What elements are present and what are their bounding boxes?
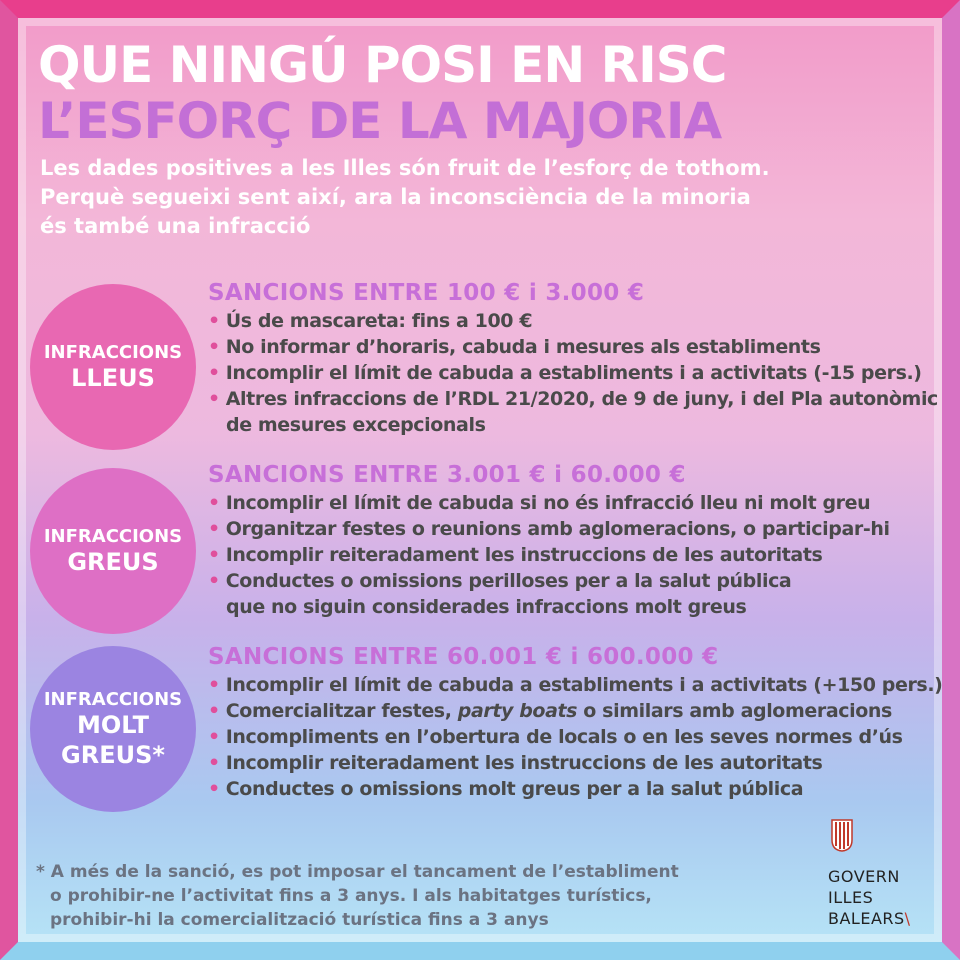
sanction-range: SANCIONS ENTRE 60.001 € i 600.000 € <box>208 644 719 670</box>
list-item: • Incomplir el límit de cabuda si no és infracció lleu ni molt greu <box>208 492 871 514</box>
list-item: • Comercialitzar festes, party boats o similars amb aglomeracions <box>208 700 892 722</box>
circle-greus <box>30 468 196 634</box>
circle-label: INFRACCIONS <box>43 525 183 547</box>
logo-line: GOVERN <box>828 867 900 886</box>
bullet-icon: • <box>208 778 220 800</box>
bullet-icon: • <box>208 544 220 566</box>
bullet-icon: • <box>208 700 220 722</box>
circle-label: INFRACCIONS <box>43 688 183 710</box>
govern-logo <box>828 818 948 929</box>
circle-level: LLEUS <box>71 363 155 392</box>
coat-of-arms-icon <box>830 818 854 852</box>
logo-line: BALEARS\ <box>828 909 911 928</box>
list-item: • No informar d’horaris, cabuda i mesures als establiments <box>208 336 821 358</box>
slash-icon: \ <box>904 909 911 928</box>
circle-label: INFRACCIONS <box>43 341 183 363</box>
list-item: • Incomplir reiteradament les instruccions de les autoritats <box>208 752 823 774</box>
list-item-continuation: de mesures excepcionals <box>226 414 486 436</box>
footnote-line: prohibir-hi la comercialització turística fins a 3 anys <box>50 910 549 930</box>
intro-line: Les dades positives a les Illes són fruit de l’esforç de tothom. <box>40 156 770 180</box>
section-greus <box>208 462 948 620</box>
sanction-range: SANCIONS ENTRE 3.001 € i 60.000 € <box>208 462 686 488</box>
circle-level: GREUS* <box>61 740 165 769</box>
footnote-line: o prohibir-ne l’activitat fins a 3 anys. I als habitatges turístics, <box>50 886 652 906</box>
list-item: • Conductes o omissions perilloses per a la salut pública <box>208 570 792 592</box>
title-line-2: L’ESFORÇ DE LA MAJORIA <box>38 92 722 150</box>
bullet-icon: • <box>208 518 220 540</box>
bullet-icon: • <box>208 362 220 384</box>
intro-line: Perquè segueixi sent així, ara la inconsciència de la minoria <box>40 185 751 209</box>
list-item-continuation: que no siguin considerades infraccions molt greus <box>226 596 747 618</box>
footnote <box>36 860 679 932</box>
list-item: • Organitzar festes o reunions amb aglomeracions, o participar-hi <box>208 518 890 540</box>
bullet-icon: • <box>208 310 220 332</box>
bullet-icon: • <box>208 336 220 358</box>
bullet-icon: • <box>208 752 220 774</box>
list-item: • Incomplir el límit de cabuda a establiments i a activitats (+150 pers.) <box>208 674 943 696</box>
circle-level: MOLT <box>77 710 149 739</box>
bullet-icon: • <box>208 674 220 696</box>
circle-lleus <box>30 284 196 450</box>
section-molt-greus <box>208 644 948 802</box>
intro-text <box>40 154 920 241</box>
list-item: • Altres infraccions de l’RDL 21/2020, de 9 de juny, i del Pla autonòmic <box>208 388 938 410</box>
list-item: • Ús de mascareta: fins a 100 € <box>208 310 533 332</box>
list-item: • Incomplir reiteradament les instruccions de les autoritats <box>208 544 823 566</box>
list-item: • Incompliments en l’obertura de locals o en les seves normes d’ús <box>208 726 903 748</box>
bullet-icon: • <box>208 492 220 514</box>
list-item: • Conductes o omissions molt greus per a la salut pública <box>208 778 804 800</box>
bullet-icon: • <box>208 726 220 748</box>
intro-line: és també una infracció <box>40 214 311 238</box>
circle-level: GREUS <box>67 547 159 576</box>
list-item: • Incomplir el límit de cabuda a establiments i a activitats (-15 pers.) <box>208 362 922 384</box>
footnote-line: * A més de la sanció, es pot imposar el tancament de l’establiment <box>36 862 679 882</box>
section-lleus <box>208 280 948 438</box>
bullet-icon: • <box>208 388 220 410</box>
bullet-icon: • <box>208 570 220 592</box>
logo-line: ILLES <box>828 888 874 907</box>
title-line-1: QUE NINGÚ POSI EN RISC <box>38 36 727 94</box>
circle-molt-greus <box>30 646 196 812</box>
sanction-range: SANCIONS ENTRE 100 € i 3.000 € <box>208 280 645 306</box>
